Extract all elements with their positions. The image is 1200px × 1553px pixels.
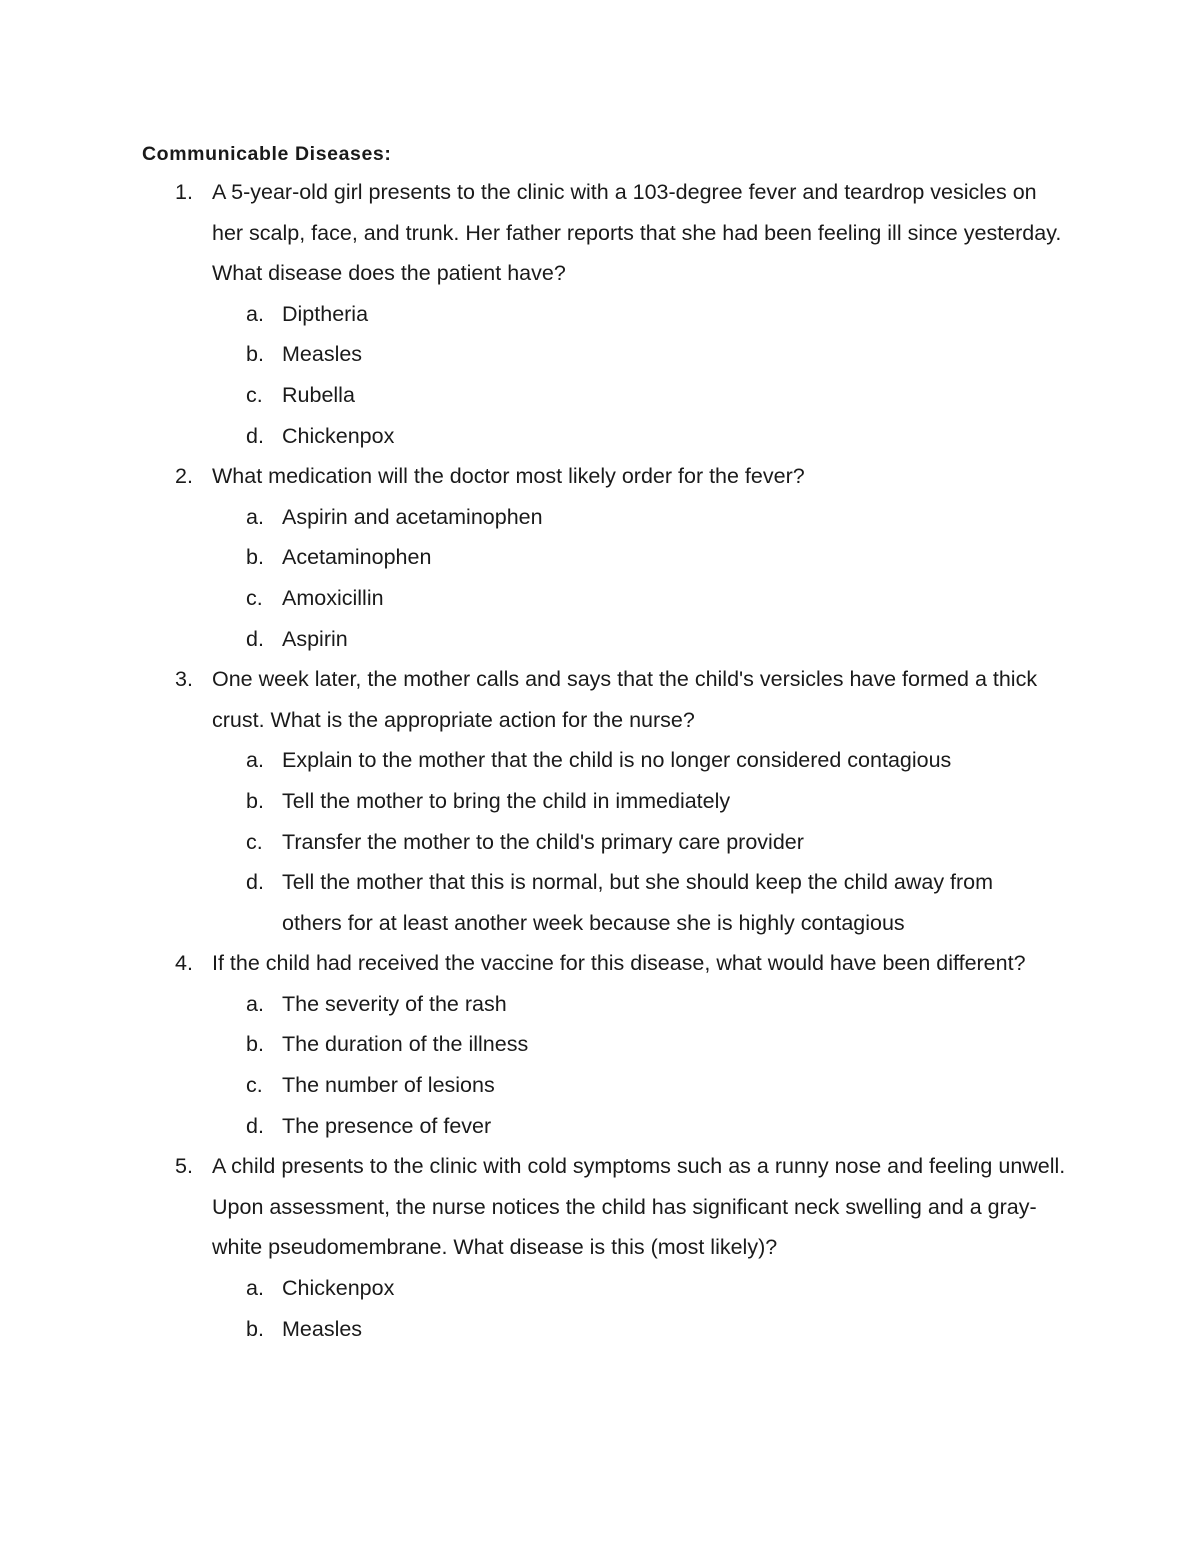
option-letter: c.	[246, 829, 263, 854]
document-title: Communicable Diseases:	[142, 143, 392, 165]
answer-options	[212, 497, 1072, 659]
question-number: 5.	[175, 1154, 193, 1179]
question-list	[0, 172, 1200, 1349]
answer-options	[212, 984, 1072, 1146]
answer-option	[212, 375, 1042, 416]
option-text: Aspirin and acetaminophen	[282, 504, 543, 529]
question-text: A child presents to the clinic with cold symptoms such as a runny nose and feeling unwell. Upon assessment, the nurse notices the child has significant neck swelling and a gray-white pseudomembrane. What disease is this (most likely)?	[212, 1154, 1066, 1260]
option-text: The number of lesions	[282, 1073, 495, 1098]
answer-option	[212, 1065, 1042, 1106]
answer-option	[212, 862, 1042, 943]
option-text: Tell the mother that this is normal, but she should keep the child away from others for at least another week because she is highly contagious	[282, 870, 994, 935]
answer-option	[212, 1106, 1042, 1147]
answer-options	[212, 740, 1072, 943]
option-letter: c.	[246, 1073, 263, 1098]
option-letter: b.	[246, 1032, 264, 1057]
answer-options	[212, 1268, 1072, 1349]
option-text: Amoxicillin	[282, 585, 384, 610]
option-text: Transfer the mother to the child's primary care provider	[282, 829, 804, 854]
option-text: Aspirin	[282, 626, 348, 651]
option-letter: c.	[246, 382, 263, 407]
answer-option	[212, 984, 1042, 1025]
question-text: What medication will the doctor most likely order for the fever?	[212, 464, 805, 489]
question-number: 3.	[175, 667, 193, 692]
answer-option	[212, 416, 1042, 457]
option-letter: d.	[246, 1113, 264, 1138]
option-text: Diptheria	[282, 301, 369, 326]
answer-option	[212, 822, 1042, 863]
answer-option	[212, 294, 1042, 335]
answer-options	[212, 294, 1072, 456]
answer-option	[212, 1268, 1042, 1309]
option-letter: c.	[246, 585, 263, 610]
option-text: The severity of the rash	[282, 991, 507, 1016]
option-letter: b.	[246, 342, 264, 367]
option-letter: a.	[246, 1276, 264, 1301]
answer-option	[212, 578, 1042, 619]
question-3	[0, 659, 1072, 943]
option-text: Explain to the mother that the child is no longer considered contagious	[282, 748, 952, 773]
answer-option	[212, 619, 1042, 660]
question-text: If the child had received the vaccine for this disease, what would have been different?	[212, 951, 1026, 976]
answer-option	[212, 334, 1042, 375]
option-letter: a.	[246, 504, 264, 529]
option-letter: b.	[246, 1316, 264, 1341]
answer-option	[212, 1309, 1042, 1350]
option-text: The duration of the illness	[282, 1032, 529, 1057]
question-text: One week later, the mother calls and says that the child's versicles have formed a thick crust. What is the appropriate action for the nurse?	[212, 667, 1038, 732]
option-letter: a.	[246, 991, 264, 1016]
question-number: 2.	[175, 464, 193, 489]
option-letter: a.	[246, 301, 264, 326]
option-text: Chickenpox	[282, 423, 395, 448]
option-text: Tell the mother to bring the child in immediately	[282, 788, 731, 813]
question-1	[0, 172, 1072, 456]
option-text: Measles	[282, 1316, 363, 1341]
question-text: A 5-year-old girl presents to the clinic with a 103-degree fever and teardrop vesicles on her scalp, face, and trunk. Her father reports that she had been feeling ill since yesterday. What disease does the patient have?	[212, 180, 1062, 286]
option-text: Measles	[282, 342, 363, 367]
answer-option	[212, 781, 1042, 822]
question-2	[0, 456, 1072, 659]
option-letter: d.	[246, 423, 264, 448]
option-letter: b.	[246, 788, 264, 813]
option-text: Chickenpox	[282, 1276, 395, 1301]
option-text: Rubella	[282, 382, 355, 407]
question-number: 1.	[175, 180, 193, 204]
option-letter: b.	[246, 545, 264, 570]
option-letter: d.	[246, 626, 264, 651]
answer-option	[212, 740, 1042, 781]
answer-option	[212, 1024, 1042, 1065]
option-letter: d.	[246, 870, 264, 895]
option-text: The presence of fever	[282, 1113, 492, 1138]
question-4	[0, 943, 1072, 1146]
option-letter: a.	[246, 748, 264, 773]
answer-option	[212, 497, 1042, 538]
question-number: 4.	[175, 951, 193, 976]
option-text: Acetaminophen	[282, 545, 432, 570]
question-5	[0, 1146, 1072, 1349]
answer-option	[212, 537, 1042, 578]
